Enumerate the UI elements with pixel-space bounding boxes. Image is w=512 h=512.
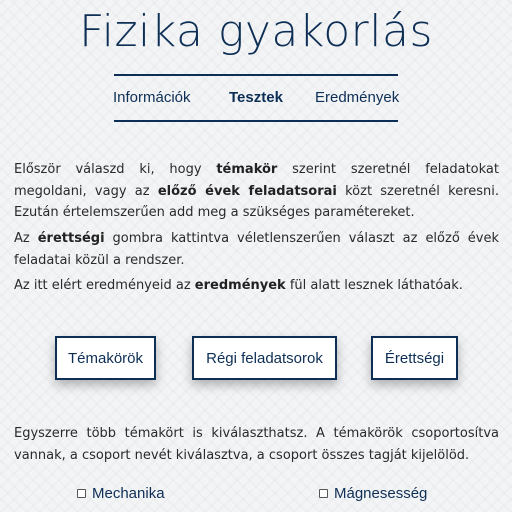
matura-button[interactable]: Érettségi xyxy=(371,336,458,380)
intro-paragraph-2: Az érettségi gombra kattintva véletlenszerűen választ az előző évek feladatai közül a rendszer. xyxy=(14,231,499,268)
topics-description: Egyszerre több témakört is kiválaszthatsz. A témakörök csoportosítva vannak, a csoport nevét kiválasztva, a csoport összes tagját kijelölöd. xyxy=(14,426,499,463)
highlight-eredmenyek: eredmények xyxy=(194,278,286,293)
checkbox-magnesesseg[interactable] xyxy=(319,489,328,498)
topic-group-label: Mechanika xyxy=(92,485,165,502)
topic-group-mechanika[interactable] xyxy=(77,485,165,502)
topics-button[interactable]: Témakörök xyxy=(55,336,156,380)
nav-item-tesztek[interactable]: Tesztek xyxy=(229,89,283,106)
title-divider-top xyxy=(114,74,398,76)
intro-paragraph-3: Az itt elért eredményeid az eredmények fül alatt lesznek láthatóak. xyxy=(14,278,463,293)
topic-group-magnesesseg[interactable] xyxy=(319,485,427,502)
highlight-erettsegi: érettségi xyxy=(37,231,105,246)
nav-item-eredmenyek[interactable]: Eredmények xyxy=(315,89,400,106)
old-exams-button[interactable]: Régi feladatsorok xyxy=(192,336,337,380)
nav-divider-bottom xyxy=(114,120,398,122)
intro-paragraph-1: Először válaszd ki, hogy témakör szerint szeretnél feladatokat megoldani, vagy az előző évek feladatsorai közt szeretnél keresni. Ezután értelemszerűen add meg a szükséges paramétereket. xyxy=(14,162,500,220)
main-nav xyxy=(0,89,512,111)
highlight-elozo-evek: előző évek feladatsorai xyxy=(157,183,337,199)
highlight-temakor: témakör xyxy=(216,162,278,177)
nav-item-informaciok[interactable]: Információk xyxy=(113,89,191,106)
topic-group-label: Mágnesesség xyxy=(334,485,428,502)
page-title: Fizika gyakorlás xyxy=(79,6,433,57)
checkbox-mechanika[interactable] xyxy=(77,489,86,498)
